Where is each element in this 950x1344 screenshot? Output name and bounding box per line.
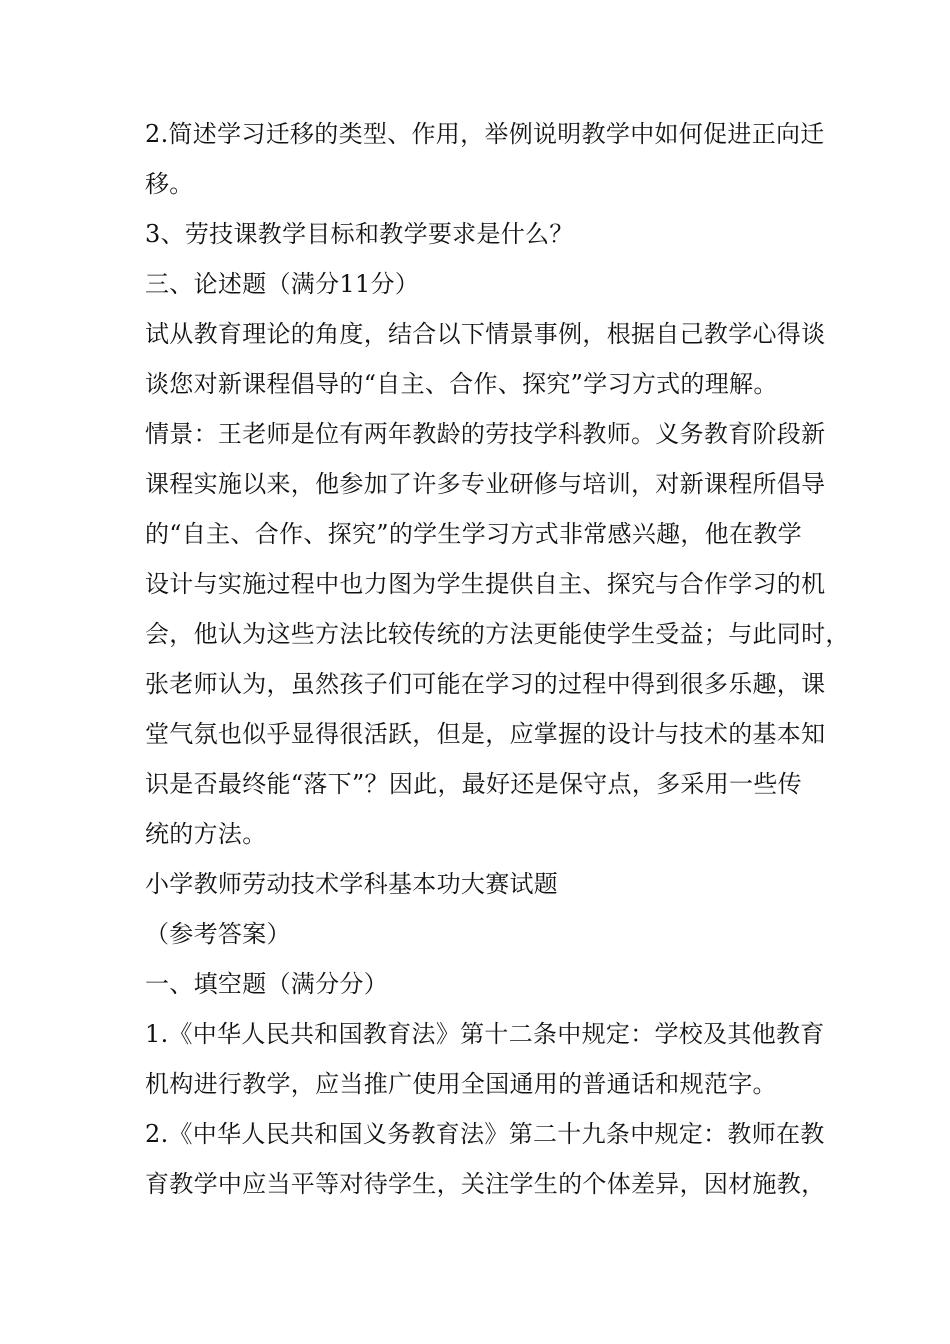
text-line: 3、劳技课教学目标和教学要求是什么？: [145, 220, 574, 248]
text-line: 情景：王老师是位有两年教龄的劳技学科教师。义务教育阶段新: [145, 420, 826, 448]
section-heading: 一、填空题（满分分）: [145, 970, 388, 998]
text-line: 的“自主、合作、探究”的学生学习方式非常感兴趣，他在教学: [145, 520, 802, 548]
text-line: 谈您对新课程倡导的“自主、合作、探究”学习方式的理解。: [145, 370, 778, 398]
text-line: 2.《中华人民共和国义务教育法》第二十九条中规定：教师在教: [145, 1120, 825, 1148]
text-line: 设计与实施过程中也力图为学生提供自主、探究与合作学习的机: [145, 570, 826, 598]
text-line: 1.《中华人民共和国教育法》第十二条中规定：学校及其他教育: [145, 1020, 825, 1048]
section-heading: 三、论述题（满分11分）: [145, 270, 420, 298]
text-line: 堂气氛也似乎显得很活跃，但是，应掌握的设计与技术的基本知: [145, 720, 826, 748]
text-line: 移。: [145, 170, 194, 198]
text-line: 机构进行教学，应当推广使用全国通用的普通话和规范字。: [145, 1070, 777, 1098]
document-title: 小学教师劳动技术学科基本功大赛试题: [145, 870, 559, 898]
text-line: 张老师认为，虽然孩子们可能在学习的过程中得到很多乐趣，课: [145, 670, 826, 698]
text-line: 课程实施以来，他参加了许多专业研修与培训，对新课程所倡导: [145, 470, 826, 498]
text-line: 育教学中应当平等对待学生，关注学生的个体差异，因材施教，: [145, 1170, 826, 1198]
text-line: 会，他认为这些方法比较传统的方法更能使学生受益；与此同时，: [145, 620, 850, 648]
text-line: 识是否最终能“落下”？因此，最好还是保守点，多采用一些传: [145, 770, 802, 798]
document-subtitle: （参考答案）: [145, 920, 291, 948]
text-line: 统的方法。: [145, 820, 267, 848]
text-line: 试从教育理论的角度，结合以下情景事例，根据自己教学心得谈: [145, 320, 826, 348]
text-line: 2.简述学习迁移的类型、作用，举例说明教学中如何促进正向迁: [145, 120, 825, 148]
